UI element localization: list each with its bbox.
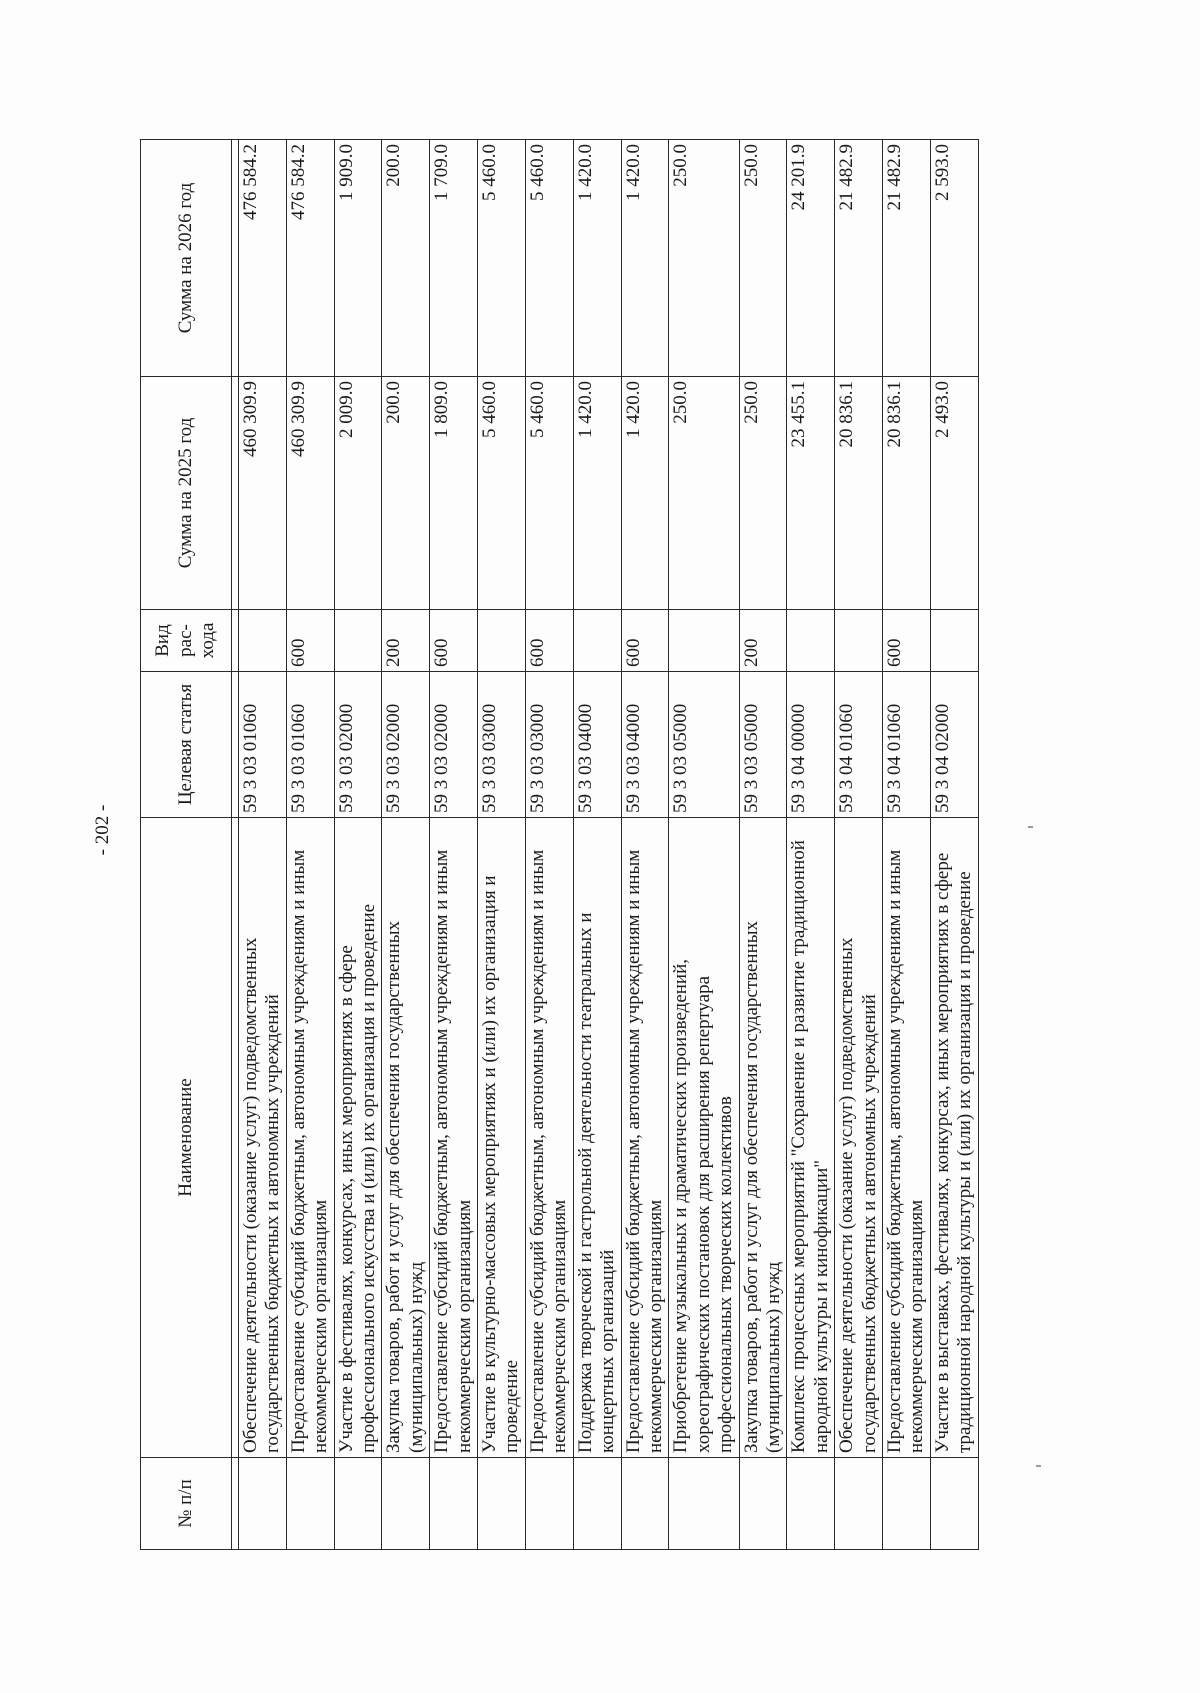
cell-name: Поддержка творческой и гастрольной деятельности театральных и концертных организаций — [573, 818, 621, 1458]
cell-type: 600 — [525, 610, 573, 672]
scan-speck — [1036, 1465, 1041, 1467]
table-row — [621, 140, 669, 1550]
cell-target: 59 3 03 04000 — [573, 672, 621, 818]
cell-target: 59 3 03 02000 — [334, 672, 382, 818]
cell-name: Предоставление субсидий бюджетным, автономным учреждениям и иным некоммерческим организациям — [621, 818, 669, 1458]
cell-name: Обеспечение деятельности (оказание услуг) подведомственных государственных бюджетных и автономных учреждений — [835, 818, 883, 1458]
cell-sum-2026: 2 593.0 — [930, 140, 978, 377]
header-type — [141, 610, 232, 672]
table-row — [882, 140, 930, 1550]
header-sum-2025: Сумма на 2025 год — [141, 377, 232, 610]
table-row — [930, 140, 978, 1550]
cell-name: Участие в фестивалях, конкурсах, иных мероприятиях в сфере профессионального искусства и (или) их организация и проведение — [334, 818, 382, 1458]
cell-type: 600 — [286, 610, 334, 672]
cell-sum-2026: 5 460.0 — [478, 140, 526, 377]
header-spacer-row — [232, 140, 239, 1550]
cell-name: Обеспечение деятельности (оказание услуг) подведомственных государственных бюджетных и автономных учреждений — [239, 818, 287, 1458]
table-row — [239, 140, 287, 1550]
table-body — [239, 140, 979, 1550]
cell-type: 200 — [382, 610, 430, 672]
cell-target: 59 3 03 02000 — [430, 672, 478, 818]
table-row — [573, 140, 621, 1550]
cell-sum-2025: 200.0 — [382, 377, 430, 610]
table-row — [525, 140, 573, 1550]
header-target: Целевая статья — [141, 672, 232, 818]
cell-no — [882, 1458, 930, 1550]
cell-sum-2026: 476 584.2 — [239, 140, 287, 377]
cell-sum-2025: 1 420.0 — [621, 377, 669, 610]
budget-table — [140, 139, 979, 1550]
cell-type — [573, 610, 621, 672]
page-number: - 202 - — [92, 804, 113, 856]
cell-type — [835, 610, 883, 672]
table-row — [739, 140, 787, 1550]
cell-sum-2025: 23 455.1 — [787, 377, 835, 610]
cell-name: Предоставление субсидий бюджетным, автономным учреждениям и иным некоммерческим организациям — [430, 818, 478, 1458]
table-header-row — [141, 140, 232, 1550]
cell-name: Закупка товаров, работ и услуг для обеспечения государственных (муниципальных) нужд — [739, 818, 787, 1458]
cell-type: 600 — [621, 610, 669, 672]
cell-target: 59 3 03 01060 — [239, 672, 287, 818]
header-type-line2: рас- — [174, 624, 196, 657]
cell-target: 59 3 04 01060 — [882, 672, 930, 818]
cell-sum-2025: 1 809.0 — [430, 377, 478, 610]
cell-name: Участие в культурно-массовых мероприятиях и (или) их организация и проведение — [478, 818, 526, 1458]
cell-type: 600 — [430, 610, 478, 672]
header-type-line1: Вид — [152, 624, 174, 657]
cell-sum-2025: 5 460.0 — [478, 377, 526, 610]
cell-sum-2025: 460 309.9 — [239, 377, 287, 610]
cell-type: 600 — [882, 610, 930, 672]
header-name: Наименование — [141, 818, 232, 1458]
cell-sum-2025: 2 009.0 — [334, 377, 382, 610]
table-row — [286, 140, 334, 1550]
table-row — [334, 140, 382, 1550]
cell-sum-2026: 476 584.2 — [286, 140, 334, 377]
cell-name: Закупка товаров, работ и услуг для обеспечения государственных (муниципальных) нужд — [382, 818, 430, 1458]
cell-target: 59 3 03 05000 — [669, 672, 739, 818]
cell-target: 59 3 04 01060 — [835, 672, 883, 818]
cell-sum-2026: 21 482.9 — [882, 140, 930, 377]
cell-sum-2026: 250.0 — [739, 140, 787, 377]
cell-type — [930, 610, 978, 672]
cell-target: 59 3 04 00000 — [787, 672, 835, 818]
cell-no — [525, 1458, 573, 1550]
cell-sum-2026: 5 460.0 — [525, 140, 573, 377]
cell-sum-2026: 1 420.0 — [573, 140, 621, 377]
cell-name: Комплекс процессных мероприятий "Сохранение и развитие традиционной народной культуры и кинофикации" — [787, 818, 835, 1458]
cell-no — [930, 1458, 978, 1550]
cell-sum-2025: 460 309.9 — [286, 377, 334, 610]
cell-no — [669, 1458, 739, 1550]
cell-target: 59 3 04 02000 — [930, 672, 978, 818]
cell-sum-2026: 21 482.9 — [835, 140, 883, 377]
table-row — [478, 140, 526, 1550]
cell-no — [787, 1458, 835, 1550]
cell-sum-2025: 1 420.0 — [573, 377, 621, 610]
cell-name: Предоставление субсидий бюджетным, автономным учреждениям и иным некоммерческим организациям — [525, 818, 573, 1458]
budget-table-container — [140, 140, 1035, 1550]
cell-type: 200 — [739, 610, 787, 672]
cell-name: Приобретение музыкальных и драматических произведений, хореографических постановок для расширения репертуара профессиональных творческих коллективов — [669, 818, 739, 1458]
header-sum-2026: Сумма на 2026 год — [141, 140, 232, 377]
cell-sum-2025: 2 493.0 — [930, 377, 978, 610]
cell-sum-2026: 1 709.0 — [430, 140, 478, 377]
cell-name: Участие в выставках, фестивалях, конкурсах, иных мероприятиях в сфере традиционной народной культуры и (или) их организация и проведение — [930, 818, 978, 1458]
header-type-line3: хода — [197, 622, 219, 659]
cell-no — [430, 1458, 478, 1550]
cell-no — [382, 1458, 430, 1550]
cell-no — [478, 1458, 526, 1550]
cell-type — [334, 610, 382, 672]
cell-target: 59 3 03 01060 — [286, 672, 334, 818]
cell-type — [787, 610, 835, 672]
cell-name: Предоставление субсидий бюджетным, автономным учреждениям и иным некоммерческим организациям — [882, 818, 930, 1458]
cell-type — [239, 610, 287, 672]
cell-target: 59 3 03 03000 — [478, 672, 526, 818]
cell-type — [669, 610, 739, 672]
cell-no — [239, 1458, 287, 1550]
table-row — [430, 140, 478, 1550]
cell-type — [478, 610, 526, 672]
table-row — [669, 140, 739, 1550]
cell-no — [835, 1458, 883, 1550]
cell-no — [739, 1458, 787, 1550]
cell-sum-2026: 1 420.0 — [621, 140, 669, 377]
cell-sum-2025: 5 460.0 — [525, 377, 573, 610]
cell-target: 59 3 03 05000 — [739, 672, 787, 818]
cell-sum-2026: 24 201.9 — [787, 140, 835, 377]
cell-sum-2025: 20 836.1 — [882, 377, 930, 610]
cell-no — [621, 1458, 669, 1550]
table-row — [787, 140, 835, 1550]
cell-sum-2026: 250.0 — [669, 140, 739, 377]
cell-target: 59 3 03 04000 — [621, 672, 669, 818]
cell-no — [334, 1458, 382, 1550]
cell-target: 59 3 03 02000 — [382, 672, 430, 818]
table-row — [835, 140, 883, 1550]
header-no: № п/п — [141, 1458, 232, 1550]
cell-sum-2025: 20 836.1 — [835, 377, 883, 610]
scan-speck — [1028, 826, 1033, 828]
cell-name: Предоставление субсидий бюджетным, автономным учреждениям и иным некоммерческим организациям — [286, 818, 334, 1458]
cell-sum-2026: 200.0 — [382, 140, 430, 377]
cell-sum-2025: 250.0 — [669, 377, 739, 610]
cell-target: 59 3 03 03000 — [525, 672, 573, 818]
cell-sum-2025: 250.0 — [739, 377, 787, 610]
cell-no — [286, 1458, 334, 1550]
table-row — [382, 140, 430, 1550]
cell-no — [573, 1458, 621, 1550]
cell-sum-2026: 1 909.0 — [334, 140, 382, 377]
